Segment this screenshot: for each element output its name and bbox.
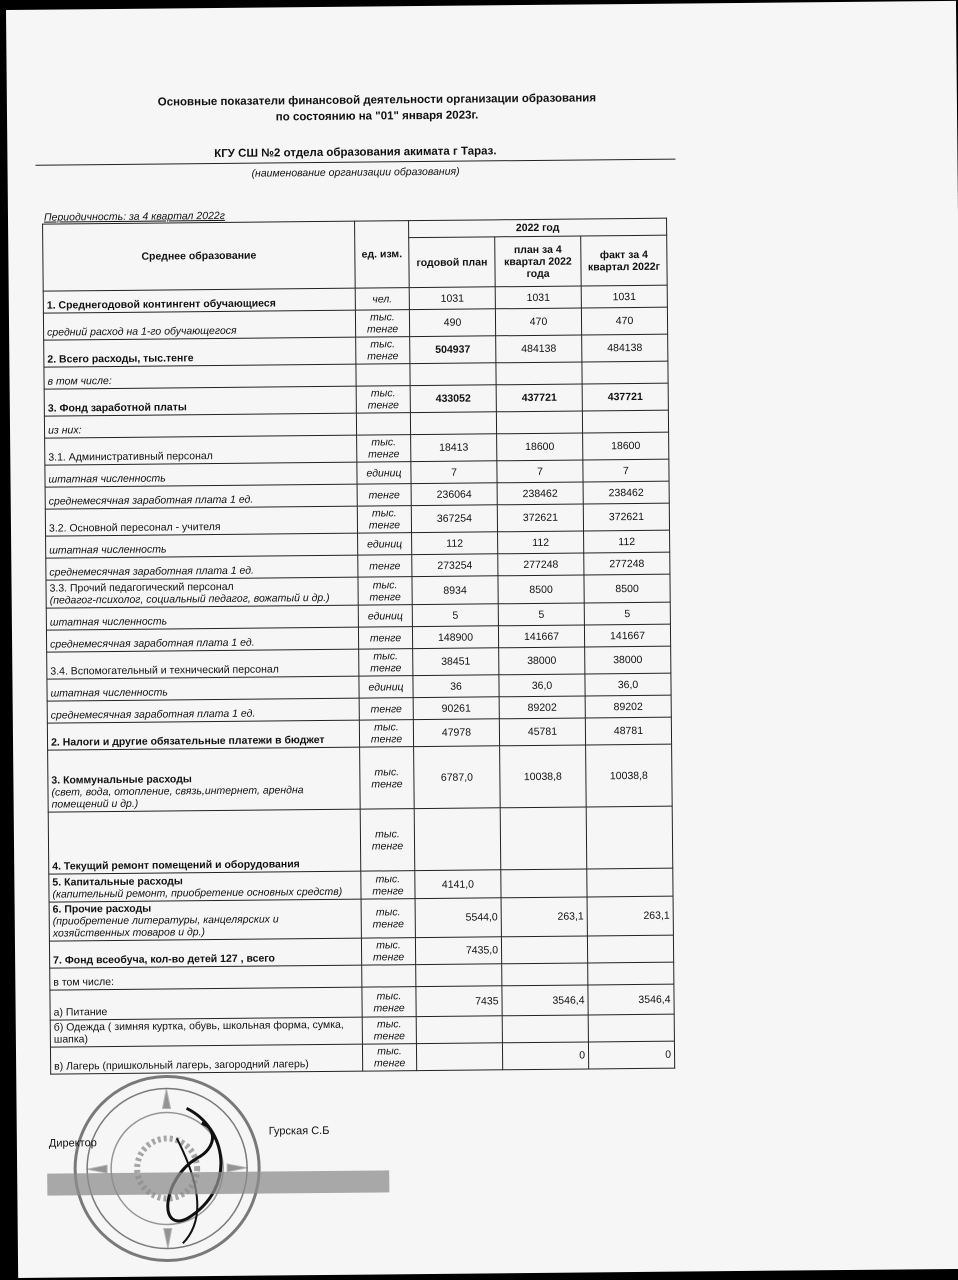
cell-fact: 484138	[582, 334, 668, 362]
cell-q4: 5	[498, 603, 584, 626]
table-row	[48, 744, 673, 812]
row-unit: единиц	[357, 462, 411, 485]
cell-fact: 0	[588, 1041, 674, 1069]
row-unit: тенге	[358, 555, 412, 578]
row-unit: тыс. тенге	[356, 337, 410, 365]
cell-plan: 36	[413, 675, 499, 698]
cell-fact	[582, 361, 668, 384]
row-label-text: в том числе:	[47, 375, 112, 388]
header-year: 2022 год	[409, 218, 667, 237]
cell-fact	[582, 410, 668, 433]
cell-plan: 5	[412, 604, 498, 627]
cell-q4: 437721	[496, 384, 582, 412]
row-unit: тыс. тенге	[361, 899, 415, 939]
header-plan-year: годовой план	[409, 237, 495, 288]
cell-plan: 4141,0	[415, 870, 501, 899]
cell-fact: 372621	[583, 503, 669, 531]
cell-fact: 277248	[584, 552, 670, 575]
row-label	[47, 649, 359, 679]
director-name: Гурская С.Б	[268, 1124, 330, 1138]
row-unit: единиц	[358, 605, 412, 628]
row-label	[49, 938, 361, 968]
organization-caption: (наименование организации образования)	[251, 165, 460, 180]
row-unit	[356, 413, 410, 436]
row-unit: единиц	[359, 676, 413, 699]
row-label-text: 3.1. Административный персонал	[48, 450, 213, 464]
row-label	[47, 720, 359, 750]
table-row	[49, 896, 673, 941]
cell-fact: 18600	[583, 432, 669, 460]
row-unit: тыс. тенге	[356, 386, 410, 414]
row-label-text: штатная численность	[49, 543, 167, 557]
cell-fact	[588, 1014, 674, 1042]
row-label	[43, 288, 355, 313]
cell-q4: 277248	[498, 553, 584, 576]
row-label-text: 5. Капитальные расходы	[52, 875, 183, 889]
periodicity-label: Периодичность: за 4 квартал 2022г	[43, 209, 225, 224]
row-label-text: средний расход на 1-го обучающегося	[47, 324, 237, 339]
row-unit: тыс. тенге	[357, 435, 411, 463]
cell-plan: 367254	[411, 505, 497, 533]
cell-plan: 273254	[412, 554, 498, 577]
row-label-text: 3.3. Прочий педагогический персонал	[49, 580, 234, 595]
row-label	[44, 337, 356, 367]
row-unit: тыс. тенге	[361, 871, 415, 900]
cell-fact: 437721	[582, 383, 668, 411]
cell-plan: 7435,0	[415, 937, 501, 965]
cell-plan: 148900	[412, 626, 498, 649]
row-unit: тыс. тенге	[358, 577, 412, 606]
row-label-note: (капительный ремонт, приобретение основных средств)	[52, 885, 343, 901]
row-unit: тыс. тенге	[357, 506, 411, 534]
cell-q4	[502, 1015, 588, 1043]
cell-plan	[416, 964, 502, 987]
row-unit: тыс. тенге	[359, 720, 413, 748]
row-label-note: (приобретение литературы, канцелярских и хозяйственных товаров и др.)	[52, 913, 279, 940]
row-label-text: 3.2. Основной пересонал - учителя	[48, 520, 221, 535]
row-label	[48, 747, 361, 812]
cell-plan: 8934	[412, 576, 498, 605]
row-unit: тыс. тенге	[355, 310, 409, 338]
cell-fact: 141667	[584, 624, 670, 647]
row-label	[47, 698, 359, 723]
row-label	[43, 310, 355, 340]
cell-plan: 6787,0	[414, 746, 501, 809]
cell-q4	[496, 362, 582, 385]
row-label	[46, 627, 358, 652]
row-label	[46, 533, 358, 558]
cell-q4: 1031	[495, 286, 581, 309]
row-label-note: (педагог-психолог, социальный педагог, вожатый и др.)	[49, 591, 330, 607]
row-label	[50, 987, 362, 1020]
official-seal-icon	[66, 1068, 268, 1270]
cell-q4: 484138	[496, 335, 582, 363]
cell-fact: 1031	[581, 285, 667, 308]
row-label-text: в том числе:	[53, 976, 115, 989]
row-label	[46, 577, 358, 608]
row-label	[44, 364, 356, 389]
row-label-text: 2. Всего расходы, тыс.тенге	[47, 352, 194, 366]
row-label-text: 3. Коммунальные расходы	[51, 773, 192, 787]
cell-plan: 112	[412, 532, 498, 555]
cell-plan	[416, 1016, 502, 1044]
cell-plan	[414, 808, 501, 871]
cell-q4: 89202	[499, 696, 585, 719]
cell-fact	[588, 962, 674, 985]
row-label-text: штатная численность	[49, 615, 168, 629]
row-label-text: в) Лагерь (пришкольный лагерь, загородний лагерь)	[54, 1058, 309, 1073]
cell-q4	[501, 936, 587, 964]
cell-q4: 18600	[497, 433, 583, 461]
cell-plan	[410, 363, 496, 386]
row-unit: тенге	[357, 484, 411, 507]
cell-plan	[416, 1043, 502, 1071]
row-label-text: 1. Среднегодовой контингент обучающиеся	[46, 297, 276, 312]
row-label	[49, 871, 361, 902]
cell-fact: 112	[584, 530, 670, 553]
row-label	[47, 676, 359, 701]
row-label	[46, 605, 358, 630]
row-label-text: 7. Фонд всеобуча, кол-во детей 127 , всего	[53, 952, 275, 967]
cell-q4: 7	[497, 460, 583, 483]
organization-name: КГУ СШ №2 отдела образования акимата г Тараз.	[35, 144, 675, 166]
row-unit: тыс. тенге	[362, 987, 416, 1018]
row-unit: тыс. тенге	[362, 1017, 416, 1045]
row-label-text: б) Одежда ( зимняя куртка, обувь, школьная форма, сумка, шапка)	[53, 1018, 344, 1046]
cell-q4: 38000	[499, 647, 585, 675]
row-label	[49, 899, 361, 941]
scan-shadow	[47, 1170, 389, 1195]
cell-fact: 238462	[583, 481, 669, 504]
cell-q4: 112	[498, 531, 584, 554]
cell-q4: 0	[502, 1042, 588, 1070]
row-label-text: штатная численность	[48, 472, 166, 486]
row-unit: тыс. тенге	[359, 649, 413, 677]
cell-fact: 48781	[585, 717, 671, 745]
row-label	[45, 462, 357, 487]
cell-q4: 3546,4	[502, 985, 588, 1016]
cell-plan: 504937	[410, 336, 496, 364]
row-label	[46, 555, 358, 580]
header-unit: ед. изм.	[355, 221, 410, 289]
row-unit: тыс. тенге	[361, 938, 415, 966]
header-plan-q4: план за 4 квартал 2022 года	[495, 236, 581, 287]
row-label	[48, 809, 361, 874]
cell-q4: 141667	[498, 625, 584, 648]
cell-fact	[587, 868, 673, 897]
cell-fact	[586, 806, 673, 869]
row-label-text: из них:	[47, 424, 82, 437]
row-unit	[362, 965, 416, 988]
row-label	[50, 965, 362, 990]
cell-plan: 7	[411, 461, 497, 484]
cell-q4: 372621	[497, 504, 583, 532]
cell-q4: 8500	[498, 575, 584, 604]
cell-q4: 45781	[499, 718, 585, 746]
cell-plan: 90261	[413, 697, 499, 720]
row-label-text: 2. Налоги и другие обязательные платежи в бюджет	[50, 733, 325, 749]
cell-fact: 89202	[585, 695, 671, 718]
cell-fact: 263,1	[587, 896, 673, 936]
header-education: Среднее образование	[43, 221, 356, 291]
cell-q4: 36,0	[499, 674, 585, 697]
cell-plan: 433052	[410, 385, 496, 413]
cell-fact: 470	[581, 307, 667, 335]
cell-fact: 7	[583, 459, 669, 482]
row-unit: тенге	[358, 627, 412, 650]
cell-plan: 7435	[416, 986, 502, 1017]
cell-q4: 470	[495, 308, 581, 336]
cell-q4	[501, 869, 587, 898]
row-label-text: 4. Текущий ремонт помещений и оборудования	[52, 858, 300, 873]
row-label	[45, 506, 357, 536]
cell-fact	[587, 935, 673, 963]
cell-q4	[500, 807, 587, 870]
header-fact-q4: факт за 4 квартал 2022г	[581, 235, 667, 286]
cell-plan	[410, 412, 496, 435]
cell-plan: 5544,0	[415, 898, 501, 938]
row-unit	[356, 364, 410, 387]
report-title: Основные показатели финансовой деятельности организации образования	[157, 92, 597, 109]
row-unit: чел.	[355, 288, 409, 311]
cell-plan: 236064	[411, 483, 497, 506]
row-unit: тыс. тенге	[362, 1044, 416, 1072]
row-unit: тыс. тенге	[360, 747, 415, 810]
table-row	[48, 806, 673, 874]
cell-q4	[502, 963, 588, 986]
row-label	[50, 1017, 362, 1047]
cell-fact: 5	[584, 602, 670, 625]
cell-fact: 8500	[584, 574, 670, 603]
row-label	[45, 435, 357, 465]
cell-plan: 47978	[413, 719, 499, 747]
cell-plan: 38451	[413, 648, 499, 676]
row-unit: тыс. тенге	[360, 809, 415, 872]
cell-plan: 490	[409, 309, 495, 337]
row-label-text: среднемесячная заработная плата 1 ед.	[50, 707, 256, 722]
row-unit: тенге	[359, 698, 413, 721]
row-label	[44, 386, 356, 416]
row-label-text: штатная численность	[50, 686, 168, 700]
cell-q4: 238462	[497, 482, 583, 505]
row-label-text: 3.4. Вспомогательный и технический персонал	[50, 663, 279, 678]
cell-plan: 18413	[411, 434, 497, 462]
row-label-text: среднемесячная заработная плата 1 ед.	[50, 636, 255, 651]
report-date: по состоянию на "01" января 2023г.	[275, 109, 479, 124]
document-sheet	[6, 1, 958, 1278]
financial-indicators-table	[42, 218, 675, 1075]
row-label-text: среднемесячная заработная плата 1 ед.	[48, 493, 254, 508]
row-label-text: среднемесячная заработная плата 1 ед.	[49, 564, 254, 579]
cell-q4: 10038,8	[500, 745, 587, 808]
row-label-text: 3. Фонд заработной платы	[47, 401, 187, 415]
row-label-text: а) Питание	[53, 1006, 108, 1019]
cell-fact: 38000	[585, 646, 671, 674]
row-unit: единиц	[358, 533, 412, 556]
director-label: Директор	[48, 1137, 97, 1150]
row-label	[44, 413, 356, 438]
cell-fact: 36,0	[585, 673, 671, 696]
cell-fact: 10038,8	[586, 744, 673, 807]
cell-fact: 3546,4	[588, 984, 674, 1015]
cell-plan: 1031	[409, 287, 495, 310]
row-label-note: (свет, вода, отопление, связь,интернет, арендна помещений и др.)	[51, 784, 304, 811]
row-label	[45, 484, 357, 509]
row-label-text: 6. Прочие расходы	[52, 902, 152, 916]
cell-q4	[496, 411, 582, 434]
cell-q4: 263,1	[501, 897, 587, 937]
